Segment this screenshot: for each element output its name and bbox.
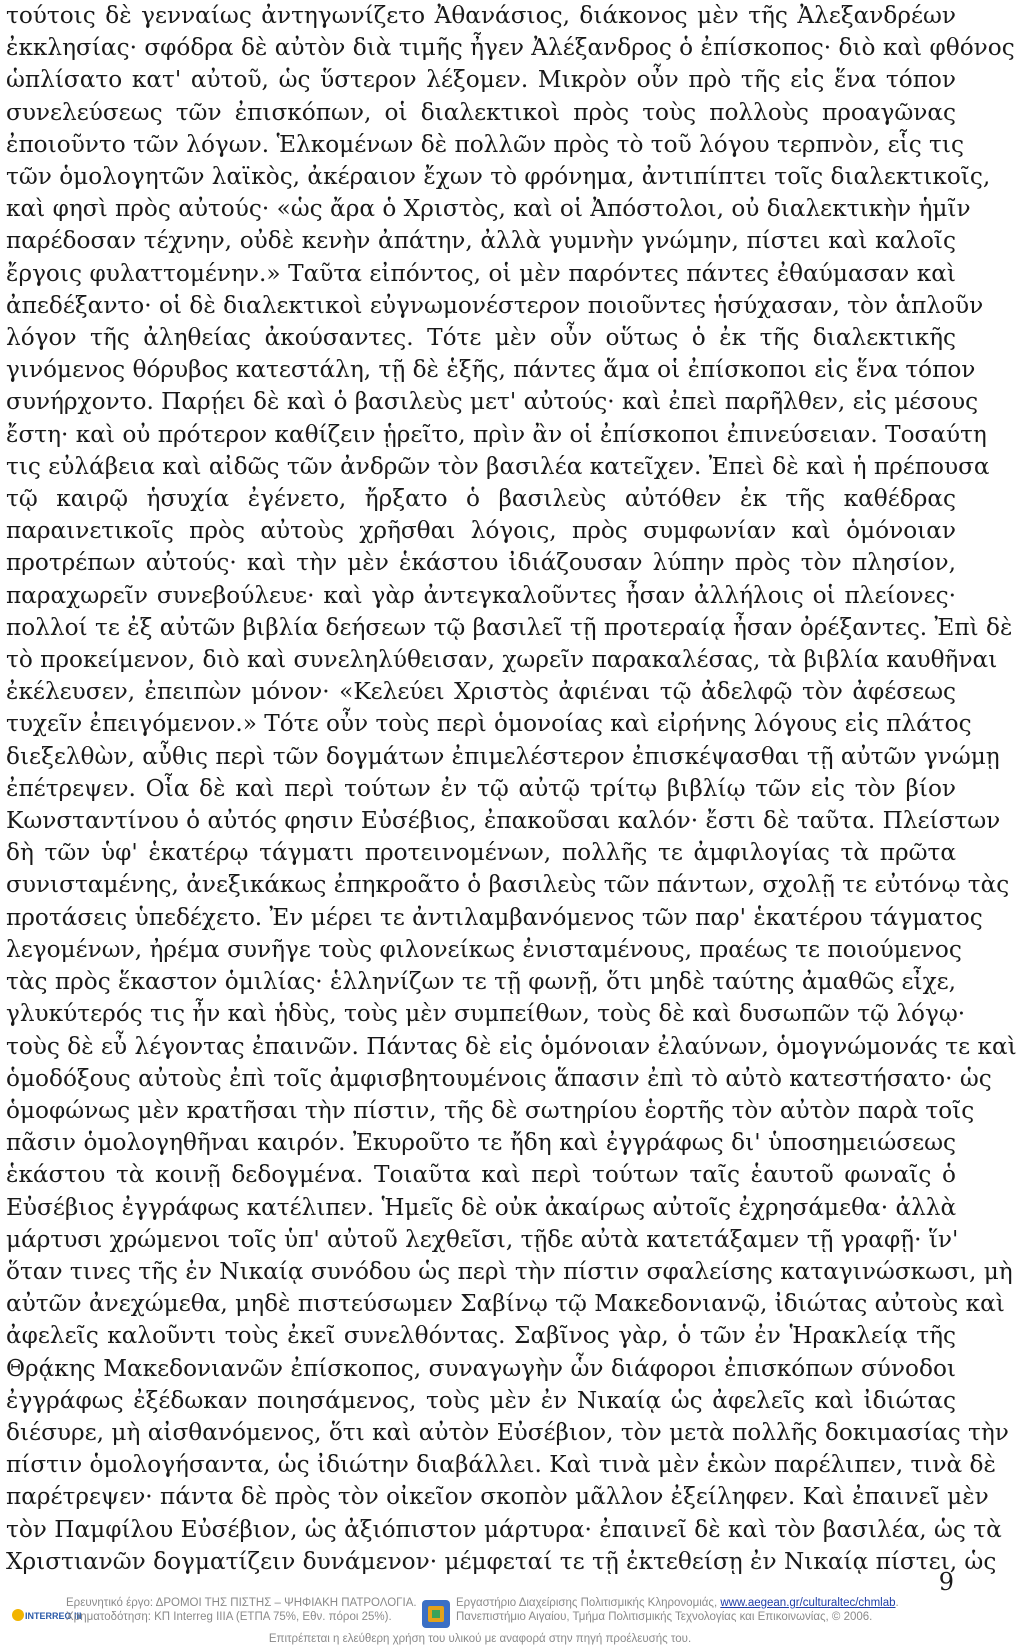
text-line: συνελεύσεως τῶν ἐπισκόπων, οἱ διαλεκτικοὶ πρὸς τοὺς πολλοὺς προαγῶνας <box>6 98 956 126</box>
text-line: πολλοί τε ἐξ αὐτῶν βιβλία δεήσεων τῷ βασιλεῖ τῇ προτεραίᾳ ἦσαν ὀρέξαντες. Ἐπὶ δὲ <box>6 613 1013 641</box>
interreg-logo-icon <box>10 1604 82 1626</box>
text-line: μάρτυσι χρώμενοι τοῖς ὑπ' αὐτοῦ λεχθεῖσι, τῇδε αὐτὰ κατετάξαμεν τῇ γραφῇ· ἵν' <box>6 1225 959 1253</box>
text-line: ὅταν τινες τῆς ἐν Νικαίᾳ συνόδου ὡς περὶ τὴν πίστιν σφαλείσης καταγινώσκωσι, μὴ <box>6 1257 1013 1285</box>
text-line: Χριστιανῶν δογματίζειν δυνάμενον· μέμφεταί τε τῇ ἐκτεθείσῃ ἐν Νικαίᾳ πίστει, ὡς <box>6 1547 997 1575</box>
footer-university-line: Πανεπιστήμιο Αιγαίου, Τμήμα Πολιτισμικής Τεχνολογίας και Επικοινωνίας, © 2006. <box>456 1611 873 1623</box>
text-line: ἀφελεῖς καλοῦντι τοὺς ἐκεῖ συνελθόντας. Σαβῖνος γὰρ, ὁ τῶν ἐν Ἡρακλείᾳ τῆς <box>6 1322 956 1350</box>
text-line: διεξελθὼν, αὖθις περὶ τῶν δογμάτων ἐπιμελέστερον ἐπισκέψασθαι τῇ αὐτῶν γνώμῃ <box>6 742 1000 770</box>
lab-logo-icon <box>420 1598 452 1630</box>
footer-project-line: Ερευνητικό έργο: ΔΡΟΜΟΙ ΤΗΣ ΠΙΣΤΗΣ – ΨΗΦΙΑΚΗ ΠΑΤΡΟΛΟΓΙΑ. <box>66 1597 417 1609</box>
text-line: ἐκέλευσεν, ἐπειπὼν μόνον· «Κελεύει Χριστὸς ἀφιέναι τῷ ἀδελφῷ τὸν ἀφέσεως <box>6 678 956 706</box>
text-line: διέσυρε, μὴ αἰσθανόμενος, ὅτι καὶ αὐτὸν Εὐσέβιον, τὸν μετὰ πολλῆς δοκιμασίας τὴν <box>6 1418 1009 1446</box>
text-line: συνήρχοντο. Παρῄει δὲ καὶ ὁ βασιλεὺς μετ' αὐτούς· καὶ ἐπεὶ παρῆλθεν, εἰς μέσους <box>6 388 979 416</box>
text-line: πᾶσιν ὁμολογηθῆναι καιρόν. Ἐκυροῦτο τε ἤδη καὶ ἐγγράφως δι' ὑποσημειώσεως <box>6 1129 956 1157</box>
footer-lab-info <box>456 1596 956 1624</box>
text-line: ἔργοις φυλαττομένην.» Ταῦτα εἰπόντος, οἱ μὲν παρόντες πάντες ἐθαύμασαν καὶ <box>6 259 956 287</box>
lab-website-link[interactable]: www.aegean.gr/culturaltec/chmlab <box>720 1597 896 1609</box>
text-line: παραινετικοῖς πρὸς αὐτοὺς χρῆσθαι λόγοις, πρὸς συμφωνίαν καὶ ὁμόνοιαν <box>6 517 956 545</box>
text-line: τῷ καιρῷ ἡσυχία ἐγένετο, ἤρξατο ὁ βασιλεὺς αὐτόθεν ἐκ τῆς καθέδρας <box>6 485 956 513</box>
text-line: Κωνσταντίνου ὁ αὐτός φησιν Εὐσέβιος, ἐπακοῦσαι καλόν· ἔστι δὲ ταῦτα. Πλείστων <box>6 807 1001 835</box>
text-line: τούτοις δὲ γενναίως ἀντηγωνίζετο Ἀθανάσιος, διάκονος μὲν τῆς Ἀλεξανδρέων <box>6 2 956 29</box>
text-line: ὁμοδόξους αὐτοὺς ἐπὶ τοῖς ἀμφισβητουμένοις ἅπασιν ἐπὶ τὸ αὐτὸ κατεστήσατο· ὡς <box>6 1064 992 1092</box>
footer-lab-suffix: . <box>895 1597 899 1609</box>
text-line: ἀπεδέξαντο· οἱ δὲ διαλεκτικοὶ εὐγνωμονέστερον ποιοῦντες ἡσύχασαν, τὸν ἁπλοῦν <box>6 291 984 319</box>
text-line: παρέτρεψεν· πάντα δὲ πρὸς τὸν οἰκεῖον σκοπὸν μᾶλλον ἐξείληφεν. Καὶ ἐπαινεῖ μὲν <box>6 1483 989 1511</box>
text-line: Θρᾴκης Μακεδονιανῶν ἐπίσκοπος, συναγωγὴν ὧν διάφοροι ἐπισκόπων σύνοδοι <box>6 1354 956 1382</box>
text-line: λόγον τῆς ἀληθείας ἀκούσαντες. Τότε μὲν οὖν οὕτως ὁ ἐκ τῆς διαλεκτικῆς <box>6 324 956 352</box>
body-text <box>6 0 1017 1578</box>
text-line: τὸ προκείμενον, διὸ καὶ συνεληλύθεισαν, χωρεῖν παρακαλέσας, τὰ βιβλία καυθῆναι <box>6 646 998 674</box>
text-line: συνισταμένης, ἀνεξικάκως ἐπηκροᾶτο ὁ βασιλεὺς τῶν πάντων, σχολῇ τε εὐτόνῳ τὰς <box>6 871 1010 899</box>
text-line: τῶν ὁμολογητῶν λαϊκὸς, ἀκέραιον ἔχων τὸ φρόνημα, ἀντιπίπτει τοῖς διαλεκτικοῖς, <box>6 163 991 191</box>
text-line: ὁμοφώνως μὲν κρατῆσαι τὴν πίστιν, τῆς δὲ σωτηρίου ἑορτῆς τὸν αὐτὸν παρὰ τοῖς <box>6 1096 975 1124</box>
text-line: τυχεῖν ἐπειγόμενον.» Τότε οὖν τοὺς περὶ ὁμονοίας καὶ εἰρήνης λόγους εἰς πλάτος <box>6 710 972 738</box>
footer-funding <box>66 1596 426 1624</box>
text-line: ἐγγράφως ἐξέδωκαν ποιησάμενος, τοὺς μὲν ἐν Νικαίᾳ ὡς ἀφελεῖς καὶ ἰδιώτας <box>6 1386 956 1414</box>
interreg-logo-text: INTERREG III <box>25 1611 82 1621</box>
footer-usage-note: Επιτρέπεται η ελεύθερη χρήση του υλικού με αναφορά στην πηγή προέλευσής του. <box>268 1633 692 1645</box>
text-line: παρέδοσαν τέχνην, οὐδὲ κενὴν ἀπάτην, ἀλλὰ γυμνὴν γνώμην, πίστει καὶ καλοῖς <box>6 227 956 255</box>
text-line: λεγομένων, ἠρέμα συνῆγε τοὺς φιλονείκως ἐνισταμένους, πραέως τε ποιούμενος <box>6 935 962 963</box>
text-line: τις εὐλάβεια καὶ αἰδῶς τῶν ἀνδρῶν τὸν βασιλέα κατεῖχεν. Ἐπεὶ δὲ καὶ ἡ πρέπουσα <box>6 452 990 480</box>
text-line: ἐκκλησίας· σφόδρα δὲ αὐτὸν διὰ τιμῆς ἦγεν Ἀλέξανδρος ὁ ἐπίσκοπος· διὸ καὶ φθόνος <box>6 34 1015 62</box>
text-line: τοὺς δὲ εὖ λέγοντας ἐπαινῶν. Πάντας δὲ εἰς ὁμόνοιαν ἐλαύνων, ὁμογνώμονάς τε καὶ <box>6 1032 1017 1060</box>
text-line: αὐτῶν ἀνεχώμεθα, μηδὲ πιστεύσωμεν Σαβίνῳ τῷ Μακεδονιανῷ, ἰδιώτας αὐτοὺς καὶ <box>6 1290 1005 1318</box>
text-line: γλυκύτερός τις ἦν καὶ ἡδὺς, τοὺς μὲν συμπείθων, τοὺς δὲ καὶ δυσωπῶν τῷ λόγῳ· <box>6 1000 966 1028</box>
text-line: τὰς πρὸς ἕκαστον ὁμιλίας· ἑλληνίζων τε τῇ φωνῇ, ὅτι μηδὲ ταύτης ἀμαθῶς εἶχε, <box>6 968 956 996</box>
text-line: ἐποιοῦντο τῶν λόγων. Ἑλκομένων δὲ πολλῶν πρὸς τὸ τοῦ λόγου τερπνὸν, εἷς τις <box>6 130 964 158</box>
text-line: γινόμενος θόρυβος κατεστάλη, τῇ δὲ ἑξῆς, πάντες ἅμα οἱ ἐπίσκοποι εἰς ἕνα τόπον <box>6 356 976 384</box>
footer <box>0 1588 960 1651</box>
text-line: ἑκάστου τὰ κοινῇ δεδογμένα. Τοιαῦτα καὶ περὶ τούτων ταῖς ἑαυτοῦ φωναῖς ὁ <box>6 1161 956 1189</box>
text-line: παραχωρεῖν συνεβούλευε· καὶ γὰρ ἀντεγκαλοῦντες ἦσαν ἀλλήλοις οἱ πλείονες· <box>6 581 956 609</box>
text-line: ἐπέτρεψεν. Οἷα δὲ καὶ περὶ τούτων ἐν τῷ αὐτῷ τρίτῳ βιβλίῳ τῶν εἰς τὸν βίον <box>6 774 956 802</box>
footer-lab-name: Εργαστήριο Διαχείρισης Πολιτισμικής Κληρονομιάς, <box>456 1597 721 1609</box>
page-number: 9 <box>938 1568 954 1596</box>
text-line: καὶ φησὶ πρὸς αὐτούς· «ὡς ἄρα ὁ Χριστὸς, καὶ οἱ Ἀπόστολοι, οὐ διαλεκτικὴν ἡμῖν <box>6 195 971 223</box>
text-line: ὡπλίσατο κατ' αὐτοῦ, ὡς ὕστερον λέξομεν. Μικρὸν οὖν πρὸ τῆς εἰς ἕνα τόπον <box>6 66 956 94</box>
text-line: τὸν Παμφίλου Εὐσέβιον, ὡς ἀξιόπιστον μάρτυρα· ἐπαινεῖ δὲ καὶ τὸν βασιλέα, ὡς τὰ <box>6 1515 1002 1543</box>
text-line: ἔστη· καὶ οὐ πρότερον καθίζειν ᾑρεῖτο, πρὶν ἂν οἱ ἐπίσκοποι ἐπινεύσειαν. Τοσαύτη <box>6 420 987 448</box>
footer-funding-line: Χρηματοδότηση: ΚΠ Interreg IIIA (ΕΤΠΑ 75%, Εθν. πόροι 25%). <box>66 1611 392 1623</box>
text-line: προτάσεις ὑπεδέχετο. Ἐν μέρει τε ἀντιλαμβανόμενος τῶν παρ' ἑκατέρου τάγματος <box>6 903 983 931</box>
text-line: Εὐσέβιος ἐγγράφως κατέλιπεν. Ἡμεῖς δὲ οὐκ ἀκαίρως αὐτοῖς ἐχρησάμεθα· ἀλλὰ <box>6 1193 957 1221</box>
text-line: πίστιν ὁμολογήσαντα, ὡς ἰδιώτην διαβάλλει. Καὶ τινὰ μὲν ἑκὼν παρέλιπεν, τινὰ δὲ <box>6 1451 996 1479</box>
footer-lab-line <box>456 1596 956 1610</box>
text-line: προτρέπων αὐτούς· καὶ τὴν μὲν ἑκάστου ἰδιάζουσαν λύπην πρὸς τὸν πλησίον, <box>6 549 956 577</box>
text-line: δὴ τῶν ὑφ' ἑκατέρῳ τάγματι προτεινομένων, πολλῆς τε ἀμφιλογίας τὰ πρῶτα <box>6 839 956 867</box>
